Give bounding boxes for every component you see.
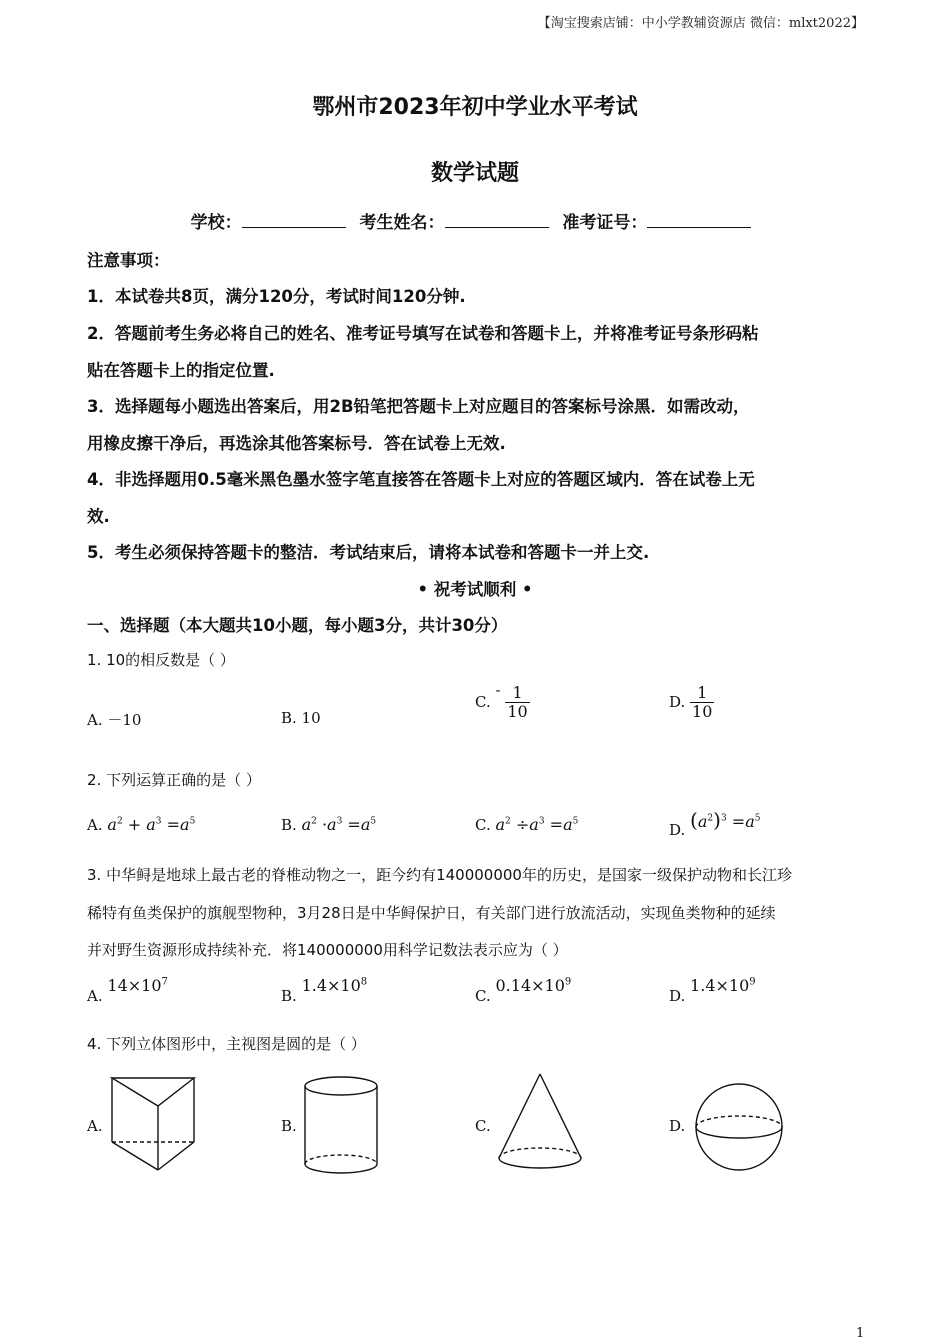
q2-option-c-expression: $a^2 \div a^3 =a^5$ <box>495 815 579 834</box>
sci-base: 0.14×10 <box>495 976 565 995</box>
q4-option-b-label[interactable]: B. <box>281 1117 297 1135</box>
q4-option-d-label[interactable]: D. <box>669 1117 686 1135</box>
q1-option-d-fraction <box>690 684 714 722</box>
q3-option-a-value <box>107 976 168 995</box>
sci-exponent: 7 <box>161 976 168 988</box>
fraction-numerator: 1 <box>697 683 708 702</box>
q2-option-b-expression: $a^2 \cdot a^3 =a^5$ <box>301 815 377 834</box>
sci-exponent: 9 <box>564 976 572 988</box>
q1-option-d[interactable] <box>669 684 714 722</box>
q1-option-c-label: C. <box>475 692 491 711</box>
q1-option-c[interactable] <box>475 680 530 722</box>
triangular-prism-figure[interactable] <box>106 1072 198 1176</box>
header-note: 【淘宝搜索店铺：中小学教辅资源店 微信：mlxt2022】 <box>537 16 864 31</box>
notice-line: 5．考生必须保持答题卡的整洁．考试结束后，请将本试卷和答题卡一并上交. <box>87 543 650 562</box>
q2-option-c[interactable] <box>475 815 578 834</box>
q2-option-b[interactable] <box>281 815 376 834</box>
q3-option-c-label: C. <box>475 987 491 1005</box>
notice-line: 用橡皮擦干净后，再选涂其他答案标号．答在试卷上无效. <box>87 434 506 453</box>
sci-exponent: 9 <box>749 976 756 988</box>
sphere-figure[interactable] <box>692 1080 786 1174</box>
school-blank[interactable] <box>242 213 346 228</box>
name-blank[interactable] <box>445 213 549 228</box>
q2-option-c-label: C. <box>475 816 491 834</box>
question-3-stem-line: 3. 中华鲟是地球上最古老的脊椎动物之一，距今约有140000000年的历史，是国家一级保护动物和长江珍 <box>87 866 792 884</box>
question-2-stem: 2. 下列运算正确的是（ ） <box>87 771 261 789</box>
name-label: 考生姓名： <box>359 213 445 233</box>
q2-option-d[interactable] <box>669 808 761 839</box>
notice-line: 4．非选择题用0.5毫米黑色墨水签字笔直接答在答题卡上对应的答题区域内．答在试卷上无 <box>87 470 755 489</box>
q3-option-a-label: A. <box>87 987 103 1005</box>
question-3-stem-line: 稀特有鱼类保护的旗舰型物种，3月28日是中华鲟保护日，有关部门进行放流活动，实现鱼类物种的延续 <box>87 904 776 922</box>
q4-option-c-label[interactable]: C. <box>475 1117 491 1135</box>
q2-option-b-label: B. <box>281 816 297 834</box>
fraction-denominator: 10 <box>507 702 528 722</box>
notice-line: 贴在答题卡上的指定位置. <box>87 361 275 380</box>
sci-exponent: 8 <box>360 976 368 988</box>
q3-option-d-label: D. <box>669 987 686 1005</box>
q3-option-b-value <box>302 976 368 995</box>
cone-figure[interactable] <box>494 1070 586 1174</box>
student-info-row <box>0 208 950 233</box>
fraction-denominator: 10 <box>692 702 713 722</box>
sci-base: 14×10 <box>107 976 162 995</box>
exam-number-label: 准考证号： <box>562 213 648 233</box>
notice-line: 1．本试卷共8页，满分120分，考试时间120分钟. <box>87 287 466 306</box>
cylinder-figure[interactable] <box>300 1072 382 1178</box>
notice-line: 2．答题前考生务必将自己的姓名、准考证号填写在试卷和答题卡上，并将准考证号条形码粘 <box>87 324 759 343</box>
q3-option-d-value <box>690 976 756 995</box>
question-4-stem: 4. 下列立体图形中，主视图是圆的是（ ） <box>87 1035 366 1053</box>
good-luck-wish: • 祝考试顺利 • <box>417 580 533 599</box>
question-1-stem: 1. 10的相反数是（ ） <box>87 651 235 669</box>
q3-option-b-label: B. <box>281 987 297 1005</box>
q1-option-b[interactable]: B. 10 <box>281 709 321 727</box>
notice-line: 效. <box>87 507 110 526</box>
q2-option-a-expression: $a^2 + a^3 =a^5$ <box>107 815 196 834</box>
q1-option-d-label: D. <box>669 692 686 711</box>
q2-option-a-label: A. <box>87 816 103 834</box>
section-heading: 一、选择题（本大题共10小题，每小题3分，共计30分） <box>87 616 508 635</box>
q2-option-d-expression: $(a^2)^3 =a^5$ <box>690 808 761 832</box>
exam-number-blank[interactable] <box>647 213 751 228</box>
q3-option-c-value <box>496 976 572 995</box>
sci-base: 1.4×10 <box>301 976 361 995</box>
q1-option-c-fraction <box>505 684 529 722</box>
q4-option-a-label[interactable]: A. <box>87 1117 103 1135</box>
school-label: 学校： <box>190 213 242 233</box>
q1-option-a[interactable]: A. －10 <box>87 711 142 729</box>
notice-line: 3．选择题每小题选出答案后，用2B铅笔把答题卡上对应题目的答案标号涂黑．如需改动， <box>87 397 750 416</box>
subject-title: 数学试题 <box>430 161 519 186</box>
page-number: 1 <box>856 1326 865 1341</box>
notice-heading: 注意事项： <box>87 251 170 270</box>
q1-option-c-sign: - <box>495 680 501 699</box>
sci-base: 1.4×10 <box>690 976 750 995</box>
q2-option-a[interactable] <box>87 815 195 834</box>
q2-option-d-label: D. <box>669 821 686 839</box>
fraction-numerator: 1 <box>512 683 523 702</box>
exam-title: 鄂州市2023年初中学业水平考试 <box>312 95 638 120</box>
question-3-stem-line: 并对野生资源形成持续补充．将140000000用科学记数法表示应为（ ） <box>87 941 568 959</box>
